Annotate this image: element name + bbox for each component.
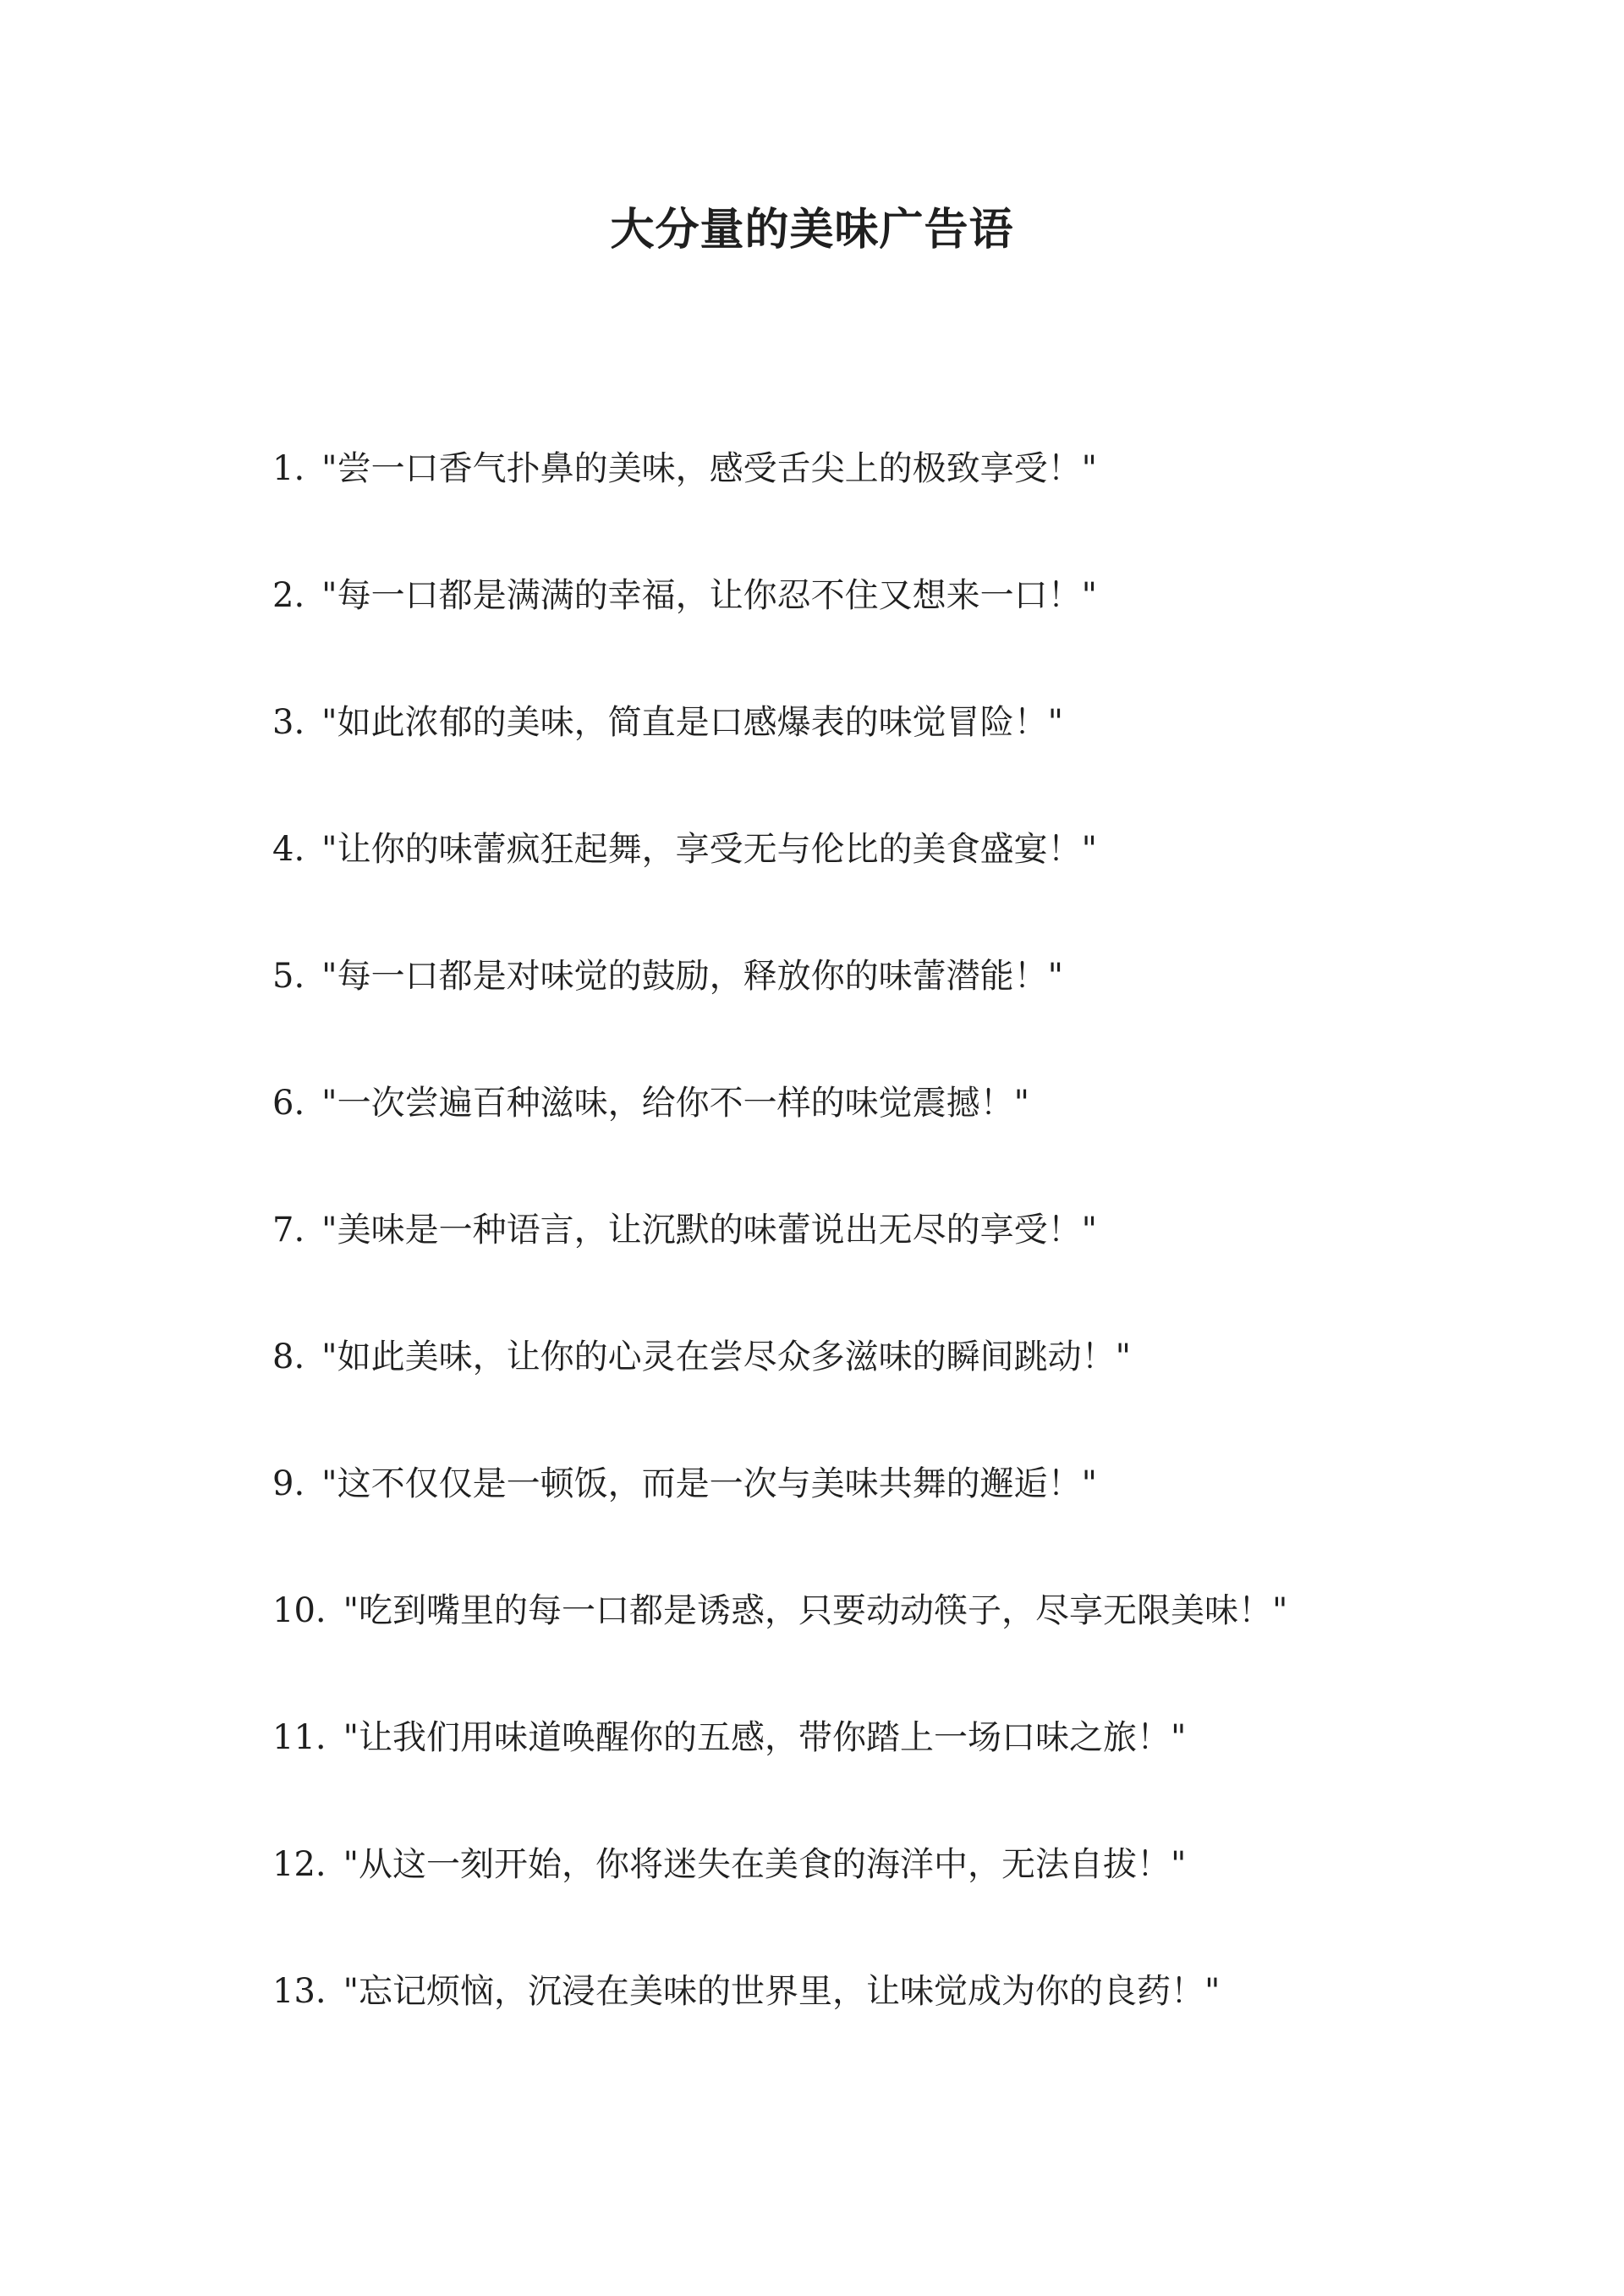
list-item (272, 1450, 1592, 1577)
item-text: "美味是一种语言，让沉默的味蕾说出无尽的享受！" (321, 1211, 1097, 1250)
item-number: 11. (272, 1718, 326, 1757)
slogan-list (272, 435, 1592, 2085)
list-item (272, 435, 1592, 562)
item-text: "一次尝遍百种滋味，给你不一样的味觉震撼！" (321, 1084, 1029, 1123)
list-item (272, 816, 1592, 942)
item-number: 6. (272, 1084, 305, 1123)
item-number: 4. (272, 830, 305, 869)
item-text: "每一口都是对味觉的鼓励，释放你的味蕾潜能！" (321, 957, 1063, 996)
item-text: "每一口都是满满的幸福，让你忍不住又想来一口！" (321, 576, 1097, 615)
item-text: "这不仅仅是一顿饭，而是一次与美味共舞的邂逅！" (321, 1464, 1097, 1503)
item-text: "如此浓郁的美味，简直是口感爆表的味觉冒险！" (321, 703, 1063, 742)
list-item (272, 1958, 1592, 2085)
item-number: 3. (272, 703, 305, 742)
item-number: 1. (272, 449, 305, 488)
list-item (272, 1196, 1592, 1323)
list-item (272, 689, 1592, 816)
item-number: 10. (272, 1591, 326, 1630)
item-number: 9. (272, 1464, 305, 1503)
list-item (272, 562, 1592, 689)
item-text: "从这一刻开始，你将迷失在美食的海洋中，无法自拔！" (343, 1845, 1187, 1884)
list-item (272, 1323, 1592, 1450)
item-text: "吃到嘴里的每一口都是诱惑，只要动动筷子，尽享无限美味！" (343, 1591, 1288, 1630)
item-number: 13. (272, 1972, 326, 2011)
item-number: 12. (272, 1845, 326, 1884)
list-item (272, 1577, 1592, 1704)
item-number: 8. (272, 1338, 305, 1376)
page-title: 大分量的美味广告语 (610, 204, 1014, 255)
list-item (272, 1069, 1592, 1196)
item-number: 2. (272, 576, 305, 615)
item-text: "让我们用味道唤醒你的五感，带你踏上一场口味之旅！" (343, 1718, 1187, 1757)
list-item (272, 942, 1592, 1069)
item-number: 7. (272, 1211, 305, 1250)
item-text: "忘记烦恼，沉浸在美味的世界里，让味觉成为你的良药！" (343, 1972, 1221, 2011)
list-item (272, 1704, 1592, 1831)
item-text: "尝一口香气扑鼻的美味，感受舌尖上的极致享受！" (321, 449, 1097, 488)
item-text: "如此美味，让你的心灵在尝尽众多滋味的瞬间跳动！" (321, 1338, 1131, 1376)
list-item (272, 1831, 1592, 1958)
item-number: 5. (272, 957, 305, 996)
item-text: "让你的味蕾疯狂起舞，享受无与伦比的美食盛宴！" (321, 830, 1097, 869)
